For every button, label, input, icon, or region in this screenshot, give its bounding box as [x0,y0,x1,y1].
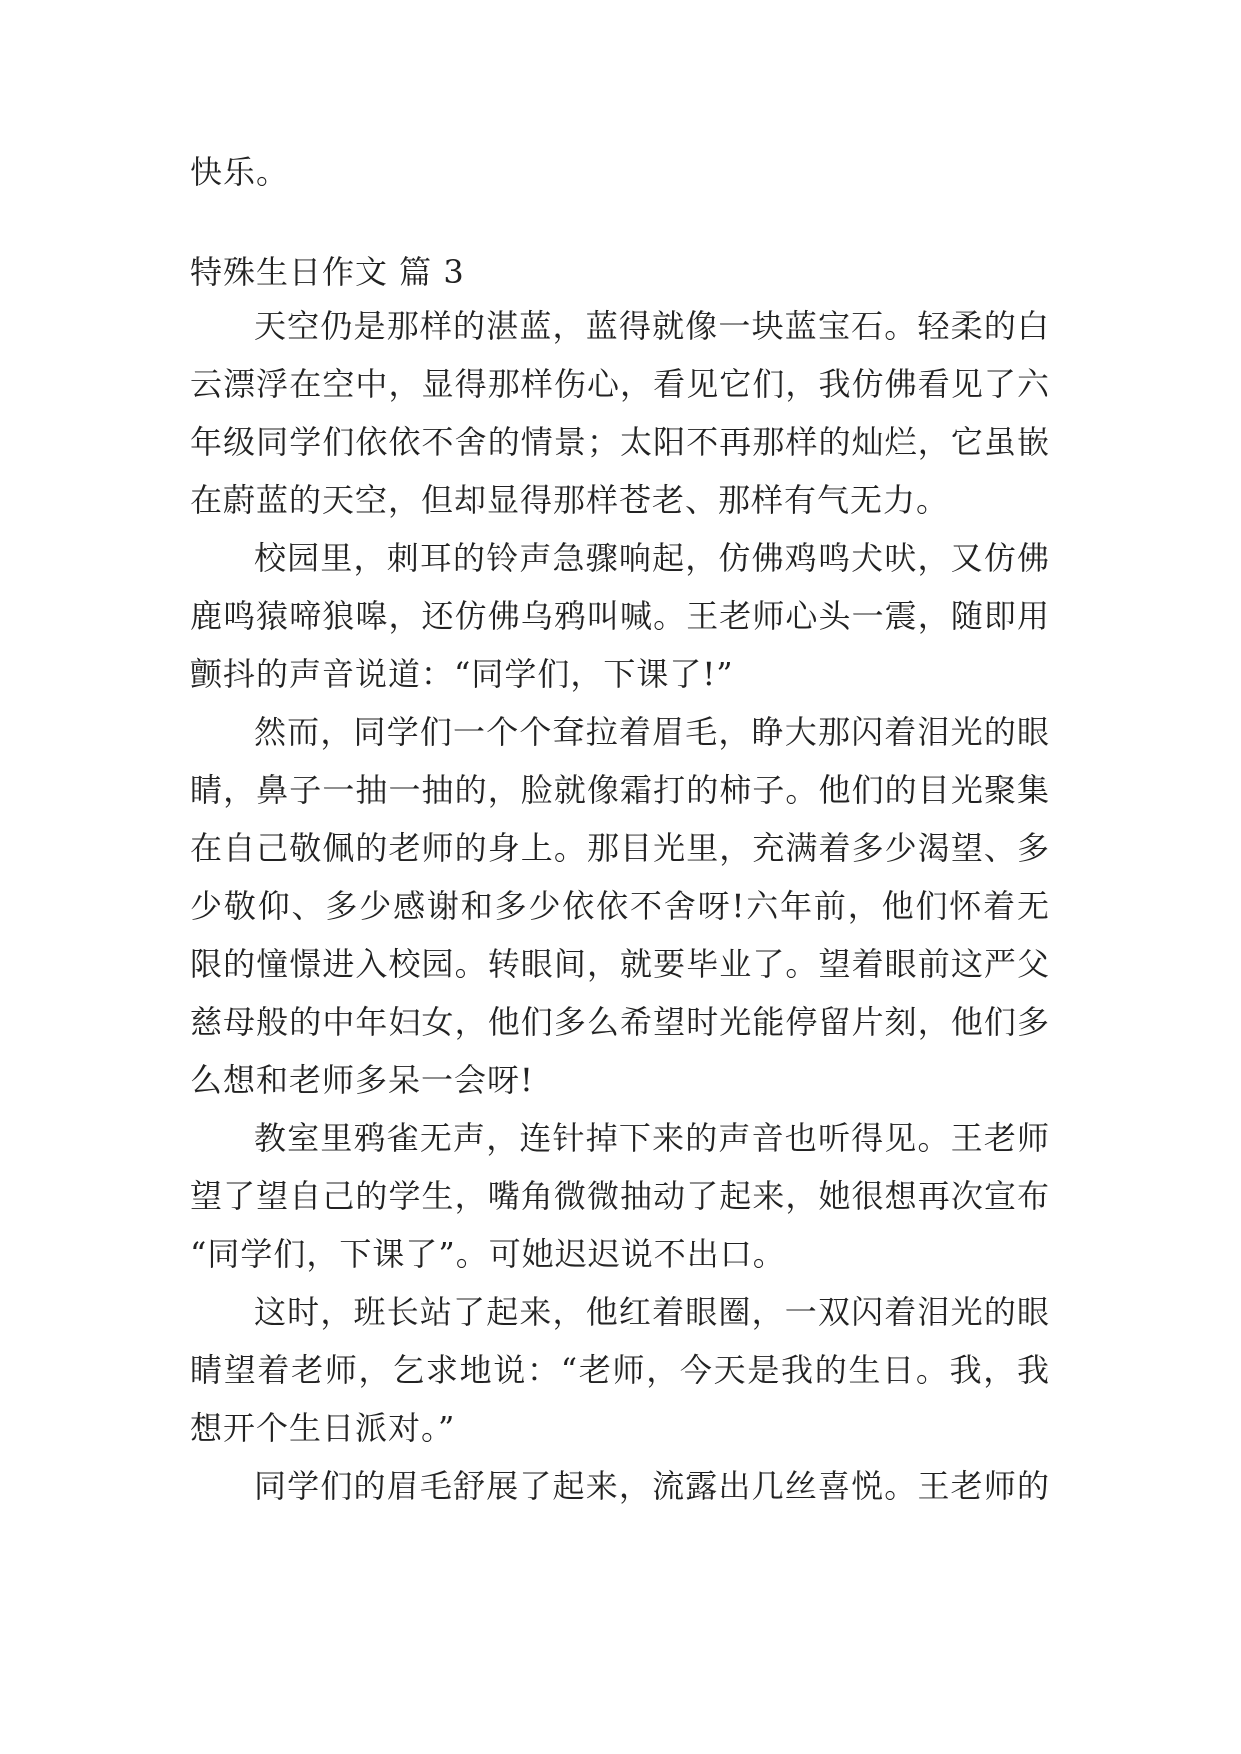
paragraph-line: 么想和老师多呆一会呀! [190,1061,534,1099]
paragraph-line: 限的憧憬进入校园。转眼间，就要毕业了。望着眼前这严父 [190,945,1050,983]
paragraph-line: 望了望自己的学生，嘴角微微抽动了起来，她很想再次宣布 [190,1177,1050,1215]
paragraph-line: 这时，班长站了起来，他红着眼圈，一双闪着泪光的眼 [254,1293,1050,1331]
paragraph-line: 少敬仰、多少感谢和多少依依不舍呀!六年前，他们怀着无 [190,887,1050,925]
paragraph-line: 鹿鸣猿啼狼嗥，还仿佛乌鸦叫喊。王老师心头一震，随即用 [190,597,1050,635]
paragraph-line: 睛望着老师，乞求地说：“老师，今天是我的生日。我，我 [190,1351,1050,1389]
section-heading: 特殊生日作文 篇 3 [190,253,465,291]
paragraph-line: 睛，鼻子一抽一抽的，脸就像霜打的柿子。他们的目光聚集 [190,771,1050,809]
paragraph-line: 然而，同学们一个个耷拉着眉毛，睁大那闪着泪光的眼 [254,713,1050,751]
paragraph-line: 校园里，刺耳的铃声急骤响起，仿佛鸡鸣犬吠，又仿佛 [254,539,1050,577]
paragraph-line: 颤抖的声音说道：“同学们，下课了!” [190,655,734,693]
paragraph-line: “同学们，下课了”。可她迟迟说不出口。 [190,1235,786,1273]
paragraph-tail: 快乐。 [190,153,290,191]
paragraph-line: 教室里鸦雀无声，连针掉下来的声音也听得见。王老师 [254,1119,1050,1157]
paragraph-line: 慈母般的中年妇女，他们多么希望时光能停留片刻，他们多 [190,1003,1050,1041]
paragraph-line: 天空仍是那样的湛蓝，蓝得就像一块蓝宝石。轻柔的白 [254,307,1050,345]
paragraph-line: 同学们的眉毛舒展了起来，流露出几丝喜悦。王老师的 [254,1467,1050,1505]
paragraph-line: 年级同学们依依不舍的情景；太阳不再那样的灿烂，它虽嵌 [190,423,1050,461]
paragraph-line: 云漂浮在空中，显得那样伤心，看见它们，我仿佛看见了六 [190,365,1050,403]
paragraph-line: 想开个生日派对。” [190,1409,456,1447]
paragraph-line: 在蔚蓝的天空，但却显得那样苍老、那样有气无力。 [190,481,950,519]
paragraph-line: 在自己敬佩的老师的身上。那目光里，充满着多少渴望、多 [190,829,1050,867]
